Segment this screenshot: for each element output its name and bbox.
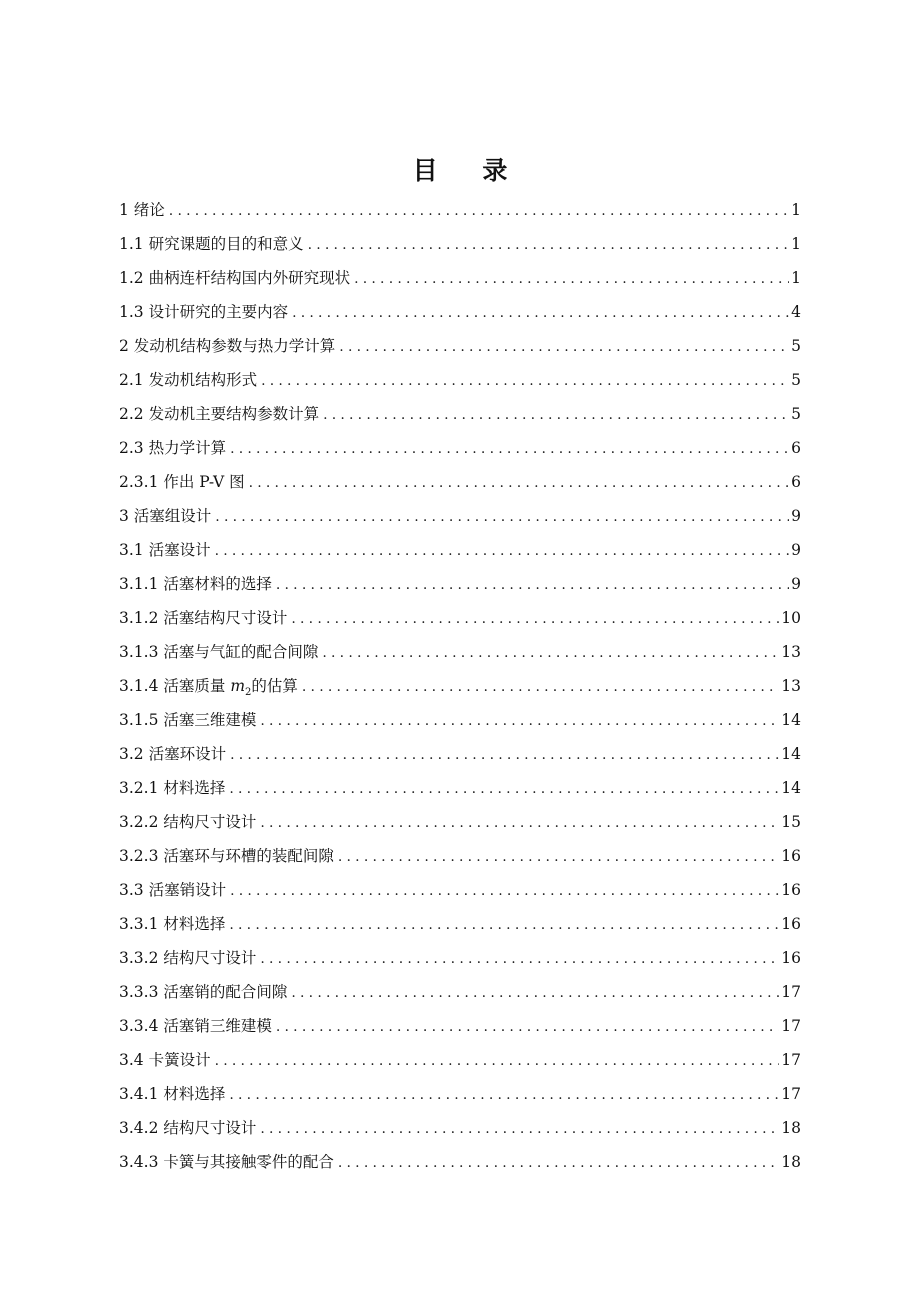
toc-entry-page-number: 6 [791, 473, 801, 491]
toc-entry-page-number: 16 [781, 847, 801, 865]
dot-leader [338, 840, 779, 873]
dot-leader [276, 1010, 779, 1043]
toc-entry[interactable] [119, 1077, 801, 1111]
toc-entry[interactable] [119, 465, 801, 499]
toc-entry-label-text: 3.3.3 活塞销的配合间隙 [119, 983, 288, 1001]
toc-entry-label-text: 3.1.4 活塞质量 [119, 677, 226, 695]
toc-entry-page-number: 10 [781, 609, 801, 627]
toc-entry-label [119, 839, 338, 873]
dot-leader [230, 738, 779, 771]
toc-entry-label [119, 499, 215, 533]
toc-entry[interactable] [119, 805, 801, 839]
toc-entry-page-number: 5 [791, 337, 801, 355]
dot-leader [229, 772, 779, 805]
toc-entry-page-number: 1 [791, 201, 801, 219]
toc-entry-label-text: 3.1.2 活塞结构尺寸设计 [119, 609, 288, 627]
toc-entry-label-text: 3.4.2 结构尺寸设计 [119, 1119, 257, 1137]
toc-entry-page-number: 4 [791, 303, 801, 321]
toc-entry[interactable] [119, 669, 801, 703]
toc-entry-label-text: 3.3.4 活塞销三维建模 [119, 1017, 272, 1035]
dot-leader [229, 908, 779, 941]
toc-entry-page-number: 15 [781, 813, 801, 831]
toc-entry-label-text: 2.1 发动机结构形式 [119, 371, 258, 389]
toc-entry-label [119, 1111, 260, 1145]
toc-entry-label-text: 3.2 活塞环设计 [119, 745, 227, 763]
dot-leader [260, 1112, 779, 1145]
dot-leader [169, 194, 789, 227]
toc-entry-label [119, 329, 339, 363]
toc-entry-page-number: 14 [781, 779, 801, 797]
toc-entry[interactable] [119, 1111, 801, 1145]
toc-entry[interactable] [119, 771, 801, 805]
toc-entry-page-number: 13 [781, 643, 801, 661]
toc-entry[interactable] [119, 261, 801, 295]
dot-leader [354, 262, 789, 295]
toc-entry[interactable] [119, 1009, 801, 1043]
toc-entry[interactable] [119, 329, 801, 363]
toc-entry-label-text: 1.2 曲柄连杆结构国内外研究现状 [119, 269, 351, 287]
toc-entry-label-text: 3.3.2 结构尺寸设计 [119, 949, 257, 967]
toc-entry-label [119, 805, 260, 839]
dot-leader [291, 602, 779, 635]
toc-entry-page-number: 14 [781, 745, 801, 763]
dot-leader [215, 500, 789, 533]
toc-entry-label [119, 669, 302, 703]
toc-entry-page-number: 5 [791, 371, 801, 389]
toc-entry[interactable] [119, 431, 801, 465]
toc-entry-label-text: 3.3 活塞销设计 [119, 881, 227, 899]
dot-leader [291, 976, 779, 1009]
toc-entry-page-number: 5 [791, 405, 801, 423]
toc-entry[interactable] [119, 227, 801, 261]
toc-entry-label-text: 1.1 研究课题的目的和意义 [119, 235, 304, 253]
toc-entry-label [119, 567, 276, 601]
toc-entry[interactable] [119, 907, 801, 941]
toc-entry-label-text: 3.2.2 结构尺寸设计 [119, 813, 257, 831]
toc-entry[interactable] [119, 839, 801, 873]
toc-entry-label-text: 3.4.1 材料选择 [119, 1085, 226, 1103]
toc-entry-page-number: 6 [791, 439, 801, 457]
toc-entry-page-number: 16 [781, 881, 801, 899]
toc-entry[interactable] [119, 975, 801, 1009]
dot-leader [249, 466, 789, 499]
toc-entry[interactable] [119, 397, 801, 431]
toc-entry-label-text: 3.4.3 卡簧与其接触零件的配合 [119, 1153, 334, 1171]
toc-entry[interactable] [119, 703, 801, 737]
toc-entry-label [119, 397, 323, 431]
toc-entry[interactable] [119, 193, 801, 227]
toc-entry-label-text: 1 绪论 [119, 201, 165, 219]
toc-entry[interactable] [119, 1145, 801, 1179]
toc-entry-label-text: 3.1.1 活塞材料的选择 [119, 575, 272, 593]
toc-entry[interactable] [119, 533, 801, 567]
dot-leader [230, 432, 789, 465]
dot-leader [276, 568, 789, 601]
toc-entry-label [119, 431, 230, 465]
toc-entry-label-text: 2.3.1 作出 P-V 图 [119, 473, 245, 491]
toc-entry[interactable] [119, 941, 801, 975]
dot-leader [339, 330, 789, 363]
toc-entry-label-text: 3.4 卡簧设计 [119, 1051, 211, 1069]
toc-entry-label [119, 737, 230, 771]
toc-entry-label [119, 363, 261, 397]
toc-entry-label-text: 3 活塞组设计 [119, 507, 212, 525]
toc-entry-page-number: 9 [791, 507, 801, 525]
toc-entry-page-number: 1 [791, 269, 801, 287]
dot-leader [260, 806, 779, 839]
toc-entry-label-text: 3.1.5 活塞三维建模 [119, 711, 257, 729]
dot-leader [260, 704, 779, 737]
dot-leader [261, 364, 789, 397]
toc-entry[interactable] [119, 635, 801, 669]
dot-leader [308, 228, 789, 261]
dot-leader [229, 1078, 779, 1111]
toc-entry-label [119, 1077, 229, 1111]
toc-entry-label [119, 295, 292, 329]
toc-entry[interactable] [119, 873, 801, 907]
toc-entry-label [119, 193, 169, 227]
toc-entry-page-number: 18 [781, 1119, 801, 1137]
toc-entry-page-number: 16 [781, 915, 801, 933]
toc-entry-label [119, 261, 354, 295]
toc-entry-label-text: 1.3 设计研究的主要内容 [119, 303, 289, 321]
dot-leader [323, 398, 789, 431]
toc-entry-page-number: 1 [791, 235, 801, 253]
page-title: 目 录 [412, 156, 526, 185]
dot-leader [338, 1146, 779, 1179]
toc-entry-page-number: 16 [781, 949, 801, 967]
dot-leader [230, 874, 779, 907]
toc-entry[interactable] [119, 737, 801, 771]
toc-entry[interactable] [119, 295, 801, 329]
toc-entry-label [119, 975, 291, 1009]
toc-entry-page-number: 17 [781, 1017, 801, 1035]
toc-entry-page-number: 17 [781, 983, 801, 1001]
toc-entry[interactable] [119, 1043, 801, 1077]
toc-entry-label-suffix: 的估算 [251, 677, 298, 695]
toc-entry-label [119, 601, 291, 635]
toc-entry-page-number: 9 [791, 575, 801, 593]
toc-entry[interactable] [119, 499, 801, 533]
toc-entry-label [119, 771, 229, 805]
math-subscript: 2 [245, 687, 252, 699]
toc-entry-label-text: 3.2.3 活塞环与环槽的装配间隙 [119, 847, 334, 865]
toc-entry-label-text: 3.3.1 材料选择 [119, 915, 226, 933]
toc-entry-label [119, 465, 249, 499]
toc-entry-page-number: 14 [781, 711, 801, 729]
toc-entry[interactable] [119, 363, 801, 397]
toc-entry-label [119, 227, 308, 261]
toc-entry-page-number: 18 [781, 1153, 801, 1171]
dot-leader [302, 670, 779, 703]
toc-entry-label [119, 1043, 215, 1077]
table-of-contents [119, 193, 801, 1179]
toc-entry-label [119, 635, 322, 669]
toc-entry[interactable] [119, 567, 801, 601]
toc-entry-label [119, 703, 260, 737]
toc-entry-label [119, 941, 260, 975]
toc-entry-label-text: 2 发动机结构参数与热力学计算 [119, 337, 336, 355]
toc-entry-page-number: 17 [781, 1051, 801, 1069]
toc-entry-label [119, 533, 215, 567]
math-variable: m [230, 677, 246, 695]
toc-entry-label-text: 2.2 发动机主要结构参数计算 [119, 405, 320, 423]
toc-entry-label-text: 2.3 热力学计算 [119, 439, 227, 457]
toc-entry-label-text: 3.2.1 材料选择 [119, 779, 226, 797]
toc-entry-label [119, 1009, 276, 1043]
toc-entry[interactable] [119, 601, 801, 635]
dot-leader [215, 534, 789, 567]
toc-entry-page-number: 17 [781, 1085, 801, 1103]
dot-leader [215, 1044, 780, 1077]
toc-entry-label [119, 907, 229, 941]
toc-entry-label [119, 873, 230, 907]
toc-entry-label-text: 3.1.3 活塞与气缸的配合间隙 [119, 643, 319, 661]
dot-leader [292, 296, 789, 329]
toc-entry-label [119, 1145, 338, 1179]
dot-leader [322, 636, 779, 669]
dot-leader [260, 942, 779, 975]
toc-entry-page-number: 9 [791, 541, 801, 559]
toc-entry-page-number: 13 [781, 677, 801, 695]
toc-entry-label-text: 3.1 活塞设计 [119, 541, 211, 559]
